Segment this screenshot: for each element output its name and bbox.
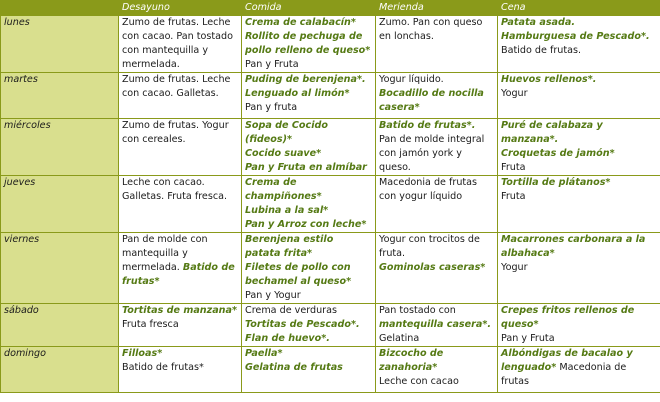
dish-highlighted: Batido de frutas* (122, 262, 235, 287)
meal-cell-cena (498, 233, 660, 304)
dish-text: Macedonia de frutas con yogur líquido (379, 177, 478, 202)
dish-line (245, 233, 372, 261)
meal-cell-cena (498, 347, 660, 393)
dish-highlighted: Crepes fritos rellenos de queso* (501, 305, 635, 330)
dish-highlighted: mantequilla casera*. (379, 319, 492, 330)
dish-line (501, 147, 657, 161)
dish-text: Zumo de frutas. Yogur con cereales. (122, 120, 229, 145)
dish-line (122, 119, 238, 147)
dish-text: Gelatina (379, 333, 420, 344)
dish-line (501, 44, 657, 58)
day-cell: viernes (1, 233, 119, 304)
dish-line (245, 218, 372, 232)
dish-line (122, 176, 238, 204)
meal-cell-merienda (376, 119, 498, 176)
dish-highlighted: Croquetas de jamón* (501, 148, 615, 159)
dish-line (379, 176, 494, 204)
meal-cell-cena (498, 16, 660, 73)
dish-text: Zumo de frutas. Leche con cacao. Pan tostado con mantequilla y mermelada. (122, 17, 233, 70)
dish-highlighted: Crema de champiñones* (245, 177, 322, 202)
dish-line (122, 318, 238, 332)
dish-line (379, 304, 494, 332)
dish-line (379, 73, 494, 87)
table-row (1, 176, 660, 233)
dish-line (501, 261, 657, 275)
meal-cell-merienda (376, 233, 498, 304)
meal-cell-merienda (376, 176, 498, 233)
day-cell: lunes (1, 16, 119, 73)
meal-cell-comida (242, 73, 376, 119)
dish-line (501, 304, 657, 332)
dish-text: Pan y Fruta (245, 59, 299, 70)
dish-highlighted: Pan y Arroz con leche* (245, 219, 367, 230)
meal-cell-merienda (376, 16, 498, 73)
dish-line (245, 347, 372, 361)
dish-text: Batido de frutas. (501, 45, 582, 56)
day-cell: domingo (1, 347, 119, 393)
meal-cell-desayuno (119, 119, 242, 176)
dish-line (379, 87, 494, 115)
meal-cell-desayuno (119, 347, 242, 393)
dish-line (122, 16, 238, 72)
dish-text: Batido de frutas* (122, 362, 204, 373)
table-row (1, 304, 660, 347)
dish-highlighted: Tortitas de Pescado*. (245, 319, 360, 330)
dish-highlighted: Berenjena estilo patata frita* (245, 234, 334, 259)
dish-line (245, 161, 372, 175)
dish-text: Pan y Fruta (501, 333, 555, 344)
dish-highlighted: Albóndigas de bacalao y lenguado* (501, 348, 633, 373)
dish-text: Leche con cacao (379, 376, 459, 387)
header-cell-desayuno: Desayuno (119, 1, 242, 16)
dish-text: Fruta fresca (122, 319, 179, 330)
dish-line (501, 233, 657, 261)
dish-highlighted: Filetes de pollo con bechamel al queso* (245, 262, 352, 287)
meal-cell-desayuno (119, 304, 242, 347)
dish-line (122, 233, 238, 289)
dish-line (501, 332, 657, 346)
meal-cell-comida (242, 347, 376, 393)
meal-cell-comida (242, 304, 376, 347)
dish-text: Crema de verduras (245, 305, 337, 316)
dish-text: Fruta (501, 191, 526, 202)
meal-cell-merienda (376, 347, 498, 393)
header-cell-comida: Comida (242, 1, 376, 16)
dish-highlighted: Batido de frutas*. (379, 120, 476, 131)
dish-line (501, 119, 657, 147)
dish-line (245, 176, 372, 204)
dish-line (379, 133, 494, 175)
dish-text: Pan y Yogur (245, 290, 301, 301)
day-cell: sábado (1, 304, 119, 347)
header-row (1, 1, 660, 16)
dish-line (245, 87, 372, 101)
meal-cell-cena (498, 119, 660, 176)
dish-line (379, 347, 494, 375)
dish-text: Pan y fruta (245, 102, 298, 113)
table-row (1, 119, 660, 176)
table-row (1, 347, 660, 393)
dish-highlighted: Gominolas caseras* (379, 262, 486, 273)
meal-cell-comida (242, 176, 376, 233)
dish-line (379, 233, 494, 261)
meal-cell-desayuno (119, 73, 242, 119)
meal-cell-cena (498, 73, 660, 119)
meal-cell-cena (498, 176, 660, 233)
dish-text: Pan de molde integral con jamón york y queso. (379, 134, 485, 173)
table-row (1, 233, 660, 304)
dish-text: Yogur (501, 88, 528, 99)
dish-highlighted: Puding de berenjena*. (245, 74, 366, 85)
day-cell: martes (1, 73, 119, 119)
dish-highlighted: Tortitas de manzana* (122, 305, 238, 316)
dish-line (501, 176, 657, 190)
dish-text: Pan tostado con (379, 305, 456, 316)
dish-text: Yogur con trocitos de fruta. (379, 234, 480, 259)
dish-text: Leche con cacao. Galletas. Fruta fresca. (122, 177, 228, 202)
dish-highlighted: Pan y Fruta en almíbar (245, 162, 367, 173)
dish-line (245, 318, 372, 332)
dish-line (501, 347, 657, 389)
dish-line (245, 261, 372, 289)
menu-body (1, 16, 660, 393)
dish-highlighted: Flan de huevo*. (245, 333, 330, 344)
dish-line (501, 161, 657, 175)
dish-highlighted: Lubina a la sal* (245, 205, 329, 216)
dish-line (245, 73, 372, 87)
dish-line (501, 87, 657, 101)
dish-highlighted: Bocadillo de nocilla casera* (379, 88, 484, 113)
dish-highlighted: Gelatina de frutas (245, 362, 343, 373)
dish-highlighted: Crema de calabacín* (245, 17, 356, 28)
dish-line (245, 58, 372, 72)
dish-line (245, 101, 372, 115)
header-cell-merienda: Merienda (376, 1, 498, 16)
header-cell-day (1, 1, 119, 16)
dish-text: Pan de molde con mantequilla y mermelada. (122, 234, 208, 273)
dish-line (245, 361, 372, 375)
dish-line (245, 119, 372, 147)
dish-highlighted: Filloas* (122, 348, 163, 359)
meal-cell-cena (498, 304, 660, 347)
dish-text: Fruta (501, 162, 526, 173)
dish-highlighted: Paella* (245, 348, 283, 359)
dish-line (379, 261, 494, 275)
dish-text: Macedonia de frutas (501, 362, 627, 387)
dish-line (245, 16, 372, 30)
dish-text: Zumo. Pan con queso en lonchas. (379, 17, 483, 42)
dish-line (379, 332, 494, 346)
dish-text: Yogur (501, 262, 528, 273)
dish-highlighted: Macarrones carbonara a la albahaca* (501, 234, 646, 259)
meal-cell-merienda (376, 304, 498, 347)
dish-highlighted: Cocido suave* (245, 148, 322, 159)
dish-line (379, 375, 494, 389)
dish-line (379, 119, 494, 133)
dish-line (122, 73, 238, 101)
dish-line (122, 361, 238, 375)
dish-highlighted: Tortilla de plátanos* (501, 177, 611, 188)
dish-line (245, 332, 372, 346)
dish-line (245, 289, 372, 303)
dish-highlighted: Huevos rellenos*. (501, 74, 597, 85)
table-row (1, 16, 660, 73)
dish-text: Yogur líquido. (379, 74, 444, 85)
dish-highlighted: Lenguado al limón* (245, 88, 350, 99)
meal-cell-comida (242, 119, 376, 176)
meal-cell-desayuno (119, 233, 242, 304)
meal-cell-desayuno (119, 16, 242, 73)
meal-cell-desayuno (119, 176, 242, 233)
dish-line (122, 304, 238, 318)
dish-highlighted: Hamburguesa de Pescado*. (501, 31, 650, 42)
dish-line (245, 147, 372, 161)
meal-cell-comida (242, 233, 376, 304)
dish-line (245, 204, 372, 218)
day-cell: jueves (1, 176, 119, 233)
dish-highlighted: Bizcocho de zanahoria* (379, 348, 444, 373)
dish-highlighted: Sopa de Cocido (fideos)* (245, 120, 328, 145)
dish-line (245, 30, 372, 58)
dish-line (245, 304, 372, 318)
dish-line (501, 73, 657, 87)
dish-line (122, 347, 238, 361)
dish-line (501, 190, 657, 204)
meal-cell-comida (242, 16, 376, 73)
dish-line (501, 16, 657, 30)
day-cell: miércoles (1, 119, 119, 176)
meal-cell-merienda (376, 73, 498, 119)
dish-line (501, 30, 657, 44)
dish-highlighted: Rollito de pechuga de pollo relleno de queso* (245, 31, 371, 56)
dish-line (379, 16, 494, 44)
table-row (1, 73, 660, 119)
dish-highlighted: Puré de calabaza y manzana*. (501, 120, 603, 145)
dish-highlighted: Patata asada. (501, 17, 575, 28)
dish-text: Zumo de frutas. Leche con cacao. Galletas. (122, 74, 231, 99)
header-cell-cena: Cena (498, 1, 660, 16)
